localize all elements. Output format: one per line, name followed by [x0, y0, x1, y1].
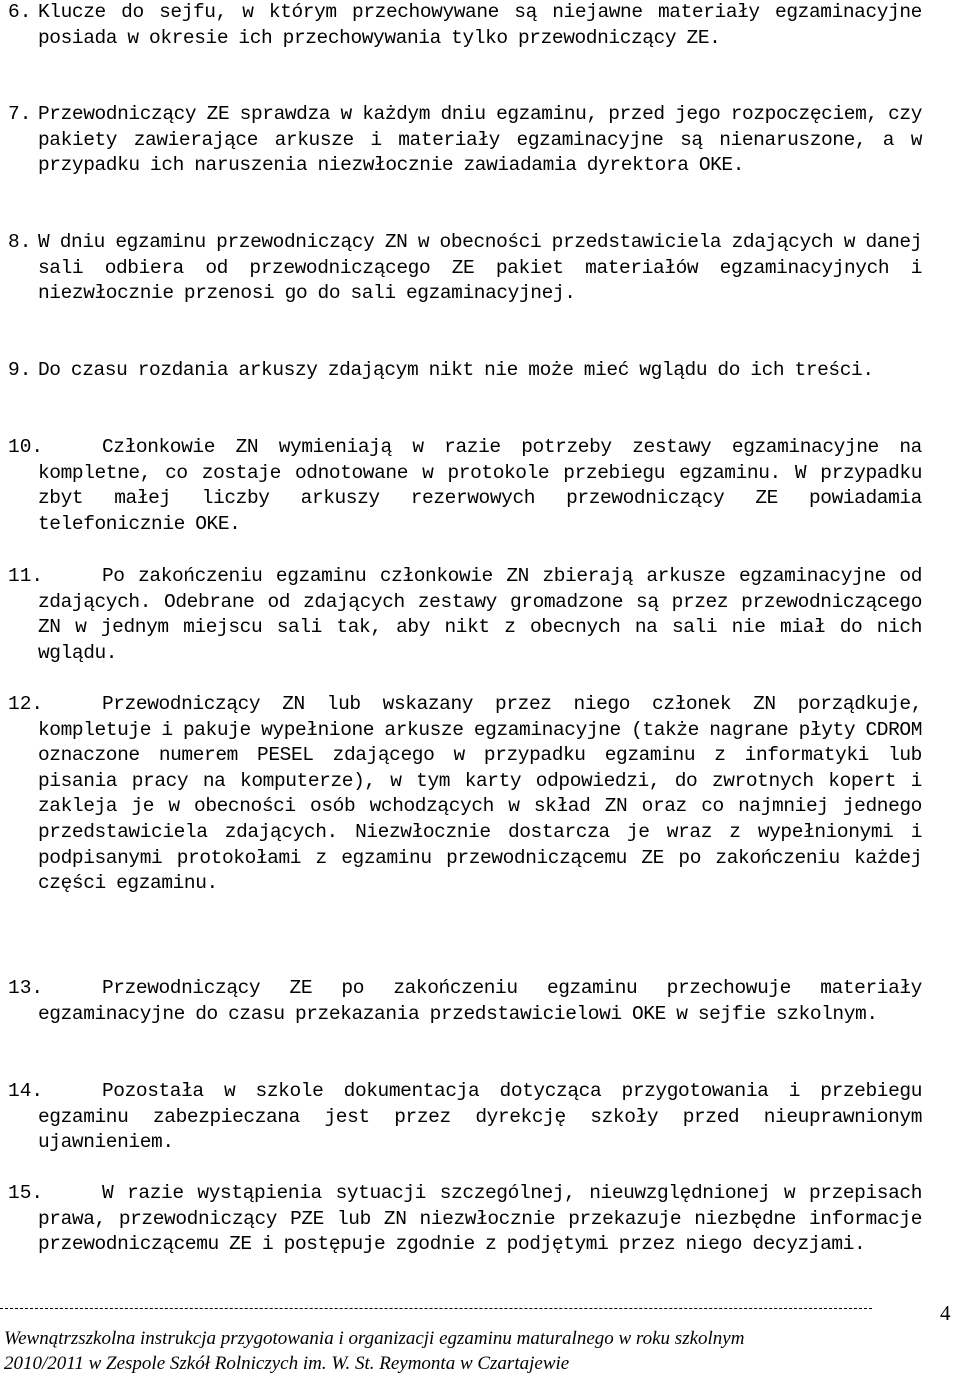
item-text: Pozostała w szkole dokumentacja dotycząca przygotowania i przebiegu egzaminu zabezpieczana jest przez dyrekcję szkoły przed nieuprawnionym ujawnieniem.: [38, 1080, 922, 1154]
page-number: 4: [940, 1301, 951, 1325]
footer-divider: [0, 1308, 872, 1309]
item-number: 15.: [8, 1182, 44, 1204]
item-text: Przewodniczący ZE sprawdza w każdym dniu egzaminu, przed jego rozpoczęciem, czy pakiety zawierające arkusze i materiały egzaminacyjne są nienaruszone, a w przypadku ich naruszenia niezwłocznie zawiadamia dyrektora OKE.: [38, 103, 922, 177]
item-text: W razie wystąpienia sytuacji szczególnej, nieuwzględnionej w przepisach prawa, przewodniczący PZE lub ZN niezwłocznie przekazuje niezbędne informacje przewodniczącemu ZE i postępuje zgodnie z podjętymi przez niego decyzjami.: [38, 1182, 922, 1256]
item-number: 6.: [8, 1, 32, 23]
item-text: Członkowie ZN wymieniają w razie potrzeby zestawy egzaminacyjne na kompletne, co zostaje odnotowane w protokole przebiegu egzaminu. W przypadku zbyt małej liczby arkuszy rezerwowych przewodniczący ZE powiadamia telefonicznie OKE.: [38, 436, 922, 535]
item-number: 11.: [8, 565, 44, 587]
item-number: 14.: [8, 1080, 44, 1102]
item-number: 7.: [8, 103, 32, 125]
item-number: 12.: [8, 693, 44, 715]
item-text: Klucze do sejfu, w którym przechowywane są niejawne materiały egzaminacyjne posiada w okresie ich przechowywania tylko przewodniczący ZE.: [38, 1, 922, 49]
item-text: Przewodniczący ZE po zakończeniu egzaminu przechowuje materiały egzaminacyjne do czasu przekazania przedstawicielowi OKE w sejfie szkolnym.: [38, 977, 922, 1025]
item-text: Przewodniczący ZN lub wskazany przez niego członek ZN porządkuje, kompletuje i pakuje wypełnione arkusze egzaminacyjne (także nagrane płyty CDROM oznaczone numerem PESEL zdającego w przypadku egzaminu z informatyki lub pisania pracy na komputerze), w tym karty odpowiedzi, do zwrotnych kopert i zakleja je w obecności osób wchodzących w skład ZN oraz co najmniej jednego przedstawiciela zdających. Niezwłocznie dostarcza je wraz z wypełnionymi i podpisanymi protokołami z egzaminu przewodniczącemu ZE po zakończeniu każdej części egzaminu.: [38, 693, 922, 895]
page-footer: [4, 1326, 904, 1376]
item-number: 10.: [8, 436, 44, 458]
item-number: 13.: [8, 977, 44, 999]
footer-line-1: Wewnątrzszkolna instrukcja przygotowania i organizacji egzaminu maturalnego w roku szkolnym: [4, 1328, 745, 1349]
footer-line-2: 2010/2011 w Zespole Szkół Rolniczych im. W. St. Reymonta w Czartajewie: [4, 1353, 570, 1374]
item-text: Po zakończeniu egzaminu członkowie ZN zbierają arkusze egzaminacyjne od zdających. Odebrane od zdających zestawy gromadzone są przez przewodniczącego ZN w jednym miejscu sali tak, aby nikt z obecnych na sali nie miał do nich wglądu.: [38, 565, 922, 664]
item-text: W dniu egzaminu przewodniczący ZN w obecności przedstawiciela zdających w danej sali odbiera od przewodniczącego ZE pakiet materiałów egzaminacyjnych i niezwłocznie przenosi go do sali egzaminacyjnej.: [38, 231, 922, 305]
item-number: 9.: [8, 359, 32, 381]
item-number: 8.: [8, 231, 32, 253]
item-text: Do czasu rozdania arkuszy zdającym nikt nie może mieć wglądu do ich treści.: [38, 359, 874, 381]
